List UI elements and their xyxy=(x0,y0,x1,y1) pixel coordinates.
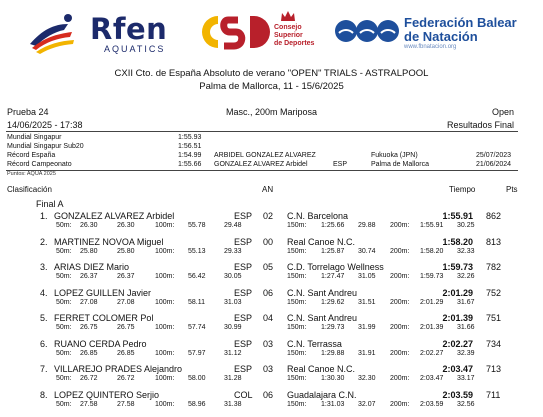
split-200-lap: 31.67 xyxy=(457,298,475,306)
athlete-nation: ESP xyxy=(234,211,253,221)
split-label: 150m: xyxy=(287,298,307,306)
fbn-title: Federación Balear de Natación xyxy=(404,15,517,44)
split-150: 1:25.66 xyxy=(321,222,345,229)
athlete-club: Guadalajara C.N. xyxy=(287,389,357,400)
split-100: 58.96 xyxy=(188,400,206,408)
split-label: 150m: xyxy=(287,273,307,280)
split-200: 2:02.27 xyxy=(420,349,444,357)
athlete-lane: 03 xyxy=(263,338,274,349)
split-50-lap: 26.37 xyxy=(117,273,135,280)
split-50: 26.72 xyxy=(80,375,98,382)
athlete-lane: 06 xyxy=(263,287,274,298)
records-divider xyxy=(6,170,518,171)
split-200-lap: 32.39 xyxy=(457,349,475,357)
result-rank: 5. xyxy=(40,313,48,323)
points: 782 xyxy=(486,262,502,272)
athlete-nation: ESP xyxy=(234,313,253,323)
athlete-name: VILLAREJO PRADES Alejandro xyxy=(54,364,183,374)
split-200-lap: 32.26 xyxy=(457,273,475,280)
split-label: 150m: xyxy=(287,400,307,408)
points: 751 xyxy=(486,313,502,323)
athlete-nation: ESP xyxy=(234,236,253,247)
athlete-lane: 06 xyxy=(263,389,274,400)
split-200: 2:03.59 xyxy=(420,400,444,408)
split-100-lap: 30.05 xyxy=(224,273,242,280)
crown-icon xyxy=(280,10,296,22)
athlete-nation: ESP xyxy=(234,262,253,272)
final-time: 2:03.59 xyxy=(442,389,473,400)
split-50-lap: 26.85 xyxy=(117,349,135,357)
split-label: 100m: xyxy=(155,273,175,280)
split-100: 58.11 xyxy=(188,298,205,306)
split-100-lap: 31.12 xyxy=(224,349,242,357)
final-time: 2:01.29 xyxy=(442,287,473,298)
athlete-name: GONZALEZ ALVAREZ Arbidel xyxy=(54,211,175,221)
split-label: 150m: xyxy=(287,247,307,255)
final-label: Final A xyxy=(36,199,64,209)
split-150: 1:27.47 xyxy=(321,273,345,280)
split-label: 100m: xyxy=(155,400,175,408)
split-label: 200m: xyxy=(390,222,410,229)
athlete-name: LOPEZ GUILLEN Javier xyxy=(54,287,152,298)
split-100-lap: 29.33 xyxy=(224,247,242,255)
event-category: Open xyxy=(491,107,514,117)
split-100: 55.13 xyxy=(188,247,206,255)
split-label: 50m: xyxy=(56,349,72,357)
event-venue: Palma de Mallorca, 11 - 15/6/2025 xyxy=(199,81,344,92)
result-rank: 2. xyxy=(40,236,48,247)
athlete-lane: 02 xyxy=(263,211,274,221)
points: 734 xyxy=(486,338,502,349)
col-pts: Pts xyxy=(506,185,518,194)
split-label: 50m: xyxy=(56,375,72,382)
split-200-lap: 32.33 xyxy=(457,247,475,255)
split-200: 1:58.20 xyxy=(420,247,444,255)
split-50-lap: 26.30 xyxy=(117,222,135,229)
event-title: CXII Cto. de España Absoluto de verano "OPEN" TRIALS - ASTRALPOOL xyxy=(114,68,429,79)
points: 713 xyxy=(486,364,502,374)
split-label: 100m: xyxy=(155,298,175,306)
split-150-lap: 31.05 xyxy=(358,273,376,280)
split-200-lap: 33.17 xyxy=(457,375,475,382)
split-150: 1:30.30 xyxy=(321,375,345,382)
split-label: 200m: xyxy=(390,247,410,255)
split-200: 2:01.39 xyxy=(420,324,444,331)
final-time: 2:03.47 xyxy=(442,364,473,374)
split-100: 57.74 xyxy=(188,324,206,331)
rfen-wordmark: Rfen xyxy=(90,12,168,46)
rfen-subtitle: AQUATICS xyxy=(104,44,166,54)
split-label: 50m: xyxy=(56,298,72,306)
final-time: 1:55.91 xyxy=(442,211,473,221)
athlete-club: C.D. Torrelago Wellness xyxy=(287,262,384,272)
split-label: 50m: xyxy=(56,324,72,331)
athlete-club: C.N. Sant Andreu xyxy=(287,313,358,323)
split-50-lap: 27.58 xyxy=(117,400,135,408)
split-100: 57.97 xyxy=(188,349,206,357)
split-50: 26.85 xyxy=(80,349,98,357)
results-label: Resultados Final xyxy=(446,120,514,130)
athlete-club: C.N. Barcelona xyxy=(287,211,349,221)
swimmer-icon xyxy=(28,10,88,54)
split-50: 25.80 xyxy=(80,247,98,255)
split-50: 27.58 xyxy=(80,400,98,408)
athlete-name: MARTINEZ NOVOA Miguel xyxy=(54,236,164,247)
split-label: 150m: xyxy=(287,222,307,229)
split-100-lap: 30.99 xyxy=(224,324,242,331)
athlete-name: FERRET COLOMER Pol xyxy=(54,313,154,323)
split-100-lap: 31.03 xyxy=(224,298,242,306)
split-50: 26.37 xyxy=(80,273,98,280)
split-label: 100m: xyxy=(155,247,175,255)
split-150-lap: 31.91 xyxy=(358,349,376,357)
prueba-label: Prueba 24 xyxy=(7,107,49,117)
split-label: 200m: xyxy=(390,400,410,408)
athlete-club: C.N. Sant Andreu xyxy=(287,287,358,298)
csd-caption: Consejo Superior de Deportes xyxy=(274,24,315,47)
split-100: 55.78 xyxy=(188,222,206,229)
points: 862 xyxy=(486,211,502,221)
split-label: 200m: xyxy=(390,273,410,280)
split-50-lap: 27.08 xyxy=(117,298,135,306)
result-rank: 8. xyxy=(40,389,48,400)
col-clasificacion: Clasificación xyxy=(7,185,52,194)
event-name: Masc., 200m Mariposa xyxy=(225,107,318,117)
puntos-note: Puntos: AQUA 2025 xyxy=(7,171,56,177)
final-time: 1:58.20 xyxy=(442,236,473,247)
athlete-name: LOPEZ QUINTERO Serjio xyxy=(54,389,160,400)
split-100-lap: 29.48 xyxy=(224,222,242,229)
split-label: 200m: xyxy=(390,298,410,306)
result-rank: 3. xyxy=(40,262,48,272)
split-150: 1:29.88 xyxy=(321,349,345,357)
split-label: 100m: xyxy=(155,349,175,357)
split-150-lap: 31.51 xyxy=(358,298,376,306)
athlete-nation: ESP xyxy=(234,364,253,374)
split-200: 2:03.47 xyxy=(420,375,444,382)
points: 813 xyxy=(486,236,502,247)
result-rank: 7. xyxy=(40,364,48,374)
athlete-club: Real Canoe N.C. xyxy=(287,236,356,247)
split-100-lap: 31.38 xyxy=(224,400,242,408)
final-time: 1:59.73 xyxy=(442,262,473,272)
result-rank: 4. xyxy=(40,287,48,298)
split-200-lap: 30.25 xyxy=(457,222,475,229)
split-label: 50m: xyxy=(56,273,72,280)
fbn-emblem-icon xyxy=(334,8,400,54)
split-150-lap: 32.07 xyxy=(358,400,376,408)
split-label: 200m: xyxy=(390,375,410,382)
athlete-name: RUANO CERDA Pedro xyxy=(54,338,147,349)
split-200-lap: 31.66 xyxy=(457,324,475,331)
split-200: 2:01.29 xyxy=(420,298,444,306)
split-label: 150m: xyxy=(287,324,307,331)
split-100: 58.00 xyxy=(188,375,206,382)
athlete-nation: ESP xyxy=(234,287,253,298)
split-label: 50m: xyxy=(56,247,72,255)
split-200: 1:59.73 xyxy=(420,273,444,280)
final-time: 2:02.27 xyxy=(442,338,473,349)
athlete-club: Real Canoe N.C. xyxy=(287,364,356,374)
split-200: 1:55.91 xyxy=(420,222,444,229)
split-150-lap: 31.99 xyxy=(358,324,376,331)
athlete-nation: COL xyxy=(234,389,253,400)
split-label: 150m: xyxy=(287,349,307,357)
split-label: 200m: xyxy=(390,324,410,331)
split-150-lap: 29.88 xyxy=(358,222,376,229)
split-label: 100m: xyxy=(155,375,175,382)
split-label: 50m: xyxy=(56,222,72,229)
split-50: 27.08 xyxy=(80,298,98,306)
split-50-lap: 25.80 xyxy=(117,247,135,255)
result-rank: 6. xyxy=(40,338,48,349)
athlete-lane: 04 xyxy=(263,313,274,323)
split-100: 56.42 xyxy=(188,273,206,280)
athlete-lane: 05 xyxy=(263,262,274,272)
athlete-nation: ESP xyxy=(234,338,253,349)
split-50: 26.30 xyxy=(80,222,98,229)
split-label: 200m: xyxy=(390,349,410,357)
final-time: 2:01.39 xyxy=(442,313,473,323)
split-label: 150m: xyxy=(287,375,307,382)
split-50-lap: 26.75 xyxy=(117,324,135,331)
split-150-lap: 32.30 xyxy=(358,375,376,382)
athlete-lane: 00 xyxy=(263,236,274,247)
split-label: 100m: xyxy=(155,324,175,331)
header-divider xyxy=(6,131,518,132)
col-an: AN xyxy=(262,185,274,194)
rfen-logo xyxy=(28,10,178,56)
split-50-lap: 26.72 xyxy=(117,375,135,382)
split-100-lap: 31.28 xyxy=(224,375,242,382)
split-label: 50m: xyxy=(56,400,72,408)
split-label: 100m: xyxy=(155,222,175,229)
col-tiempo: Tiempo xyxy=(449,185,476,194)
event-datetime: 14/06/2025 - 17:38 xyxy=(7,120,83,130)
csd-emblem-icon xyxy=(198,12,272,52)
result-rank: 1. xyxy=(40,211,48,221)
fbn-url: www.fbnatacion.org xyxy=(404,44,457,50)
csd-logo xyxy=(198,8,328,56)
split-50: 26.75 xyxy=(80,324,98,331)
points: 711 xyxy=(486,389,501,400)
athlete-name: ARIAS DIEZ Mario xyxy=(54,262,130,272)
athlete-lane: 03 xyxy=(263,364,274,374)
split-150: 1:31.03 xyxy=(321,400,345,408)
logo-bar xyxy=(0,6,543,56)
split-150: 1:29.62 xyxy=(321,298,345,306)
points: 752 xyxy=(486,287,502,298)
fbn-logo xyxy=(334,8,524,56)
split-200-lap: 32.56 xyxy=(457,400,475,408)
split-150: 1:25.87 xyxy=(321,247,345,255)
athlete-club: C.N. Terrassa xyxy=(287,338,342,349)
split-150-lap: 30.74 xyxy=(358,247,376,255)
split-150: 1:29.73 xyxy=(321,324,345,331)
